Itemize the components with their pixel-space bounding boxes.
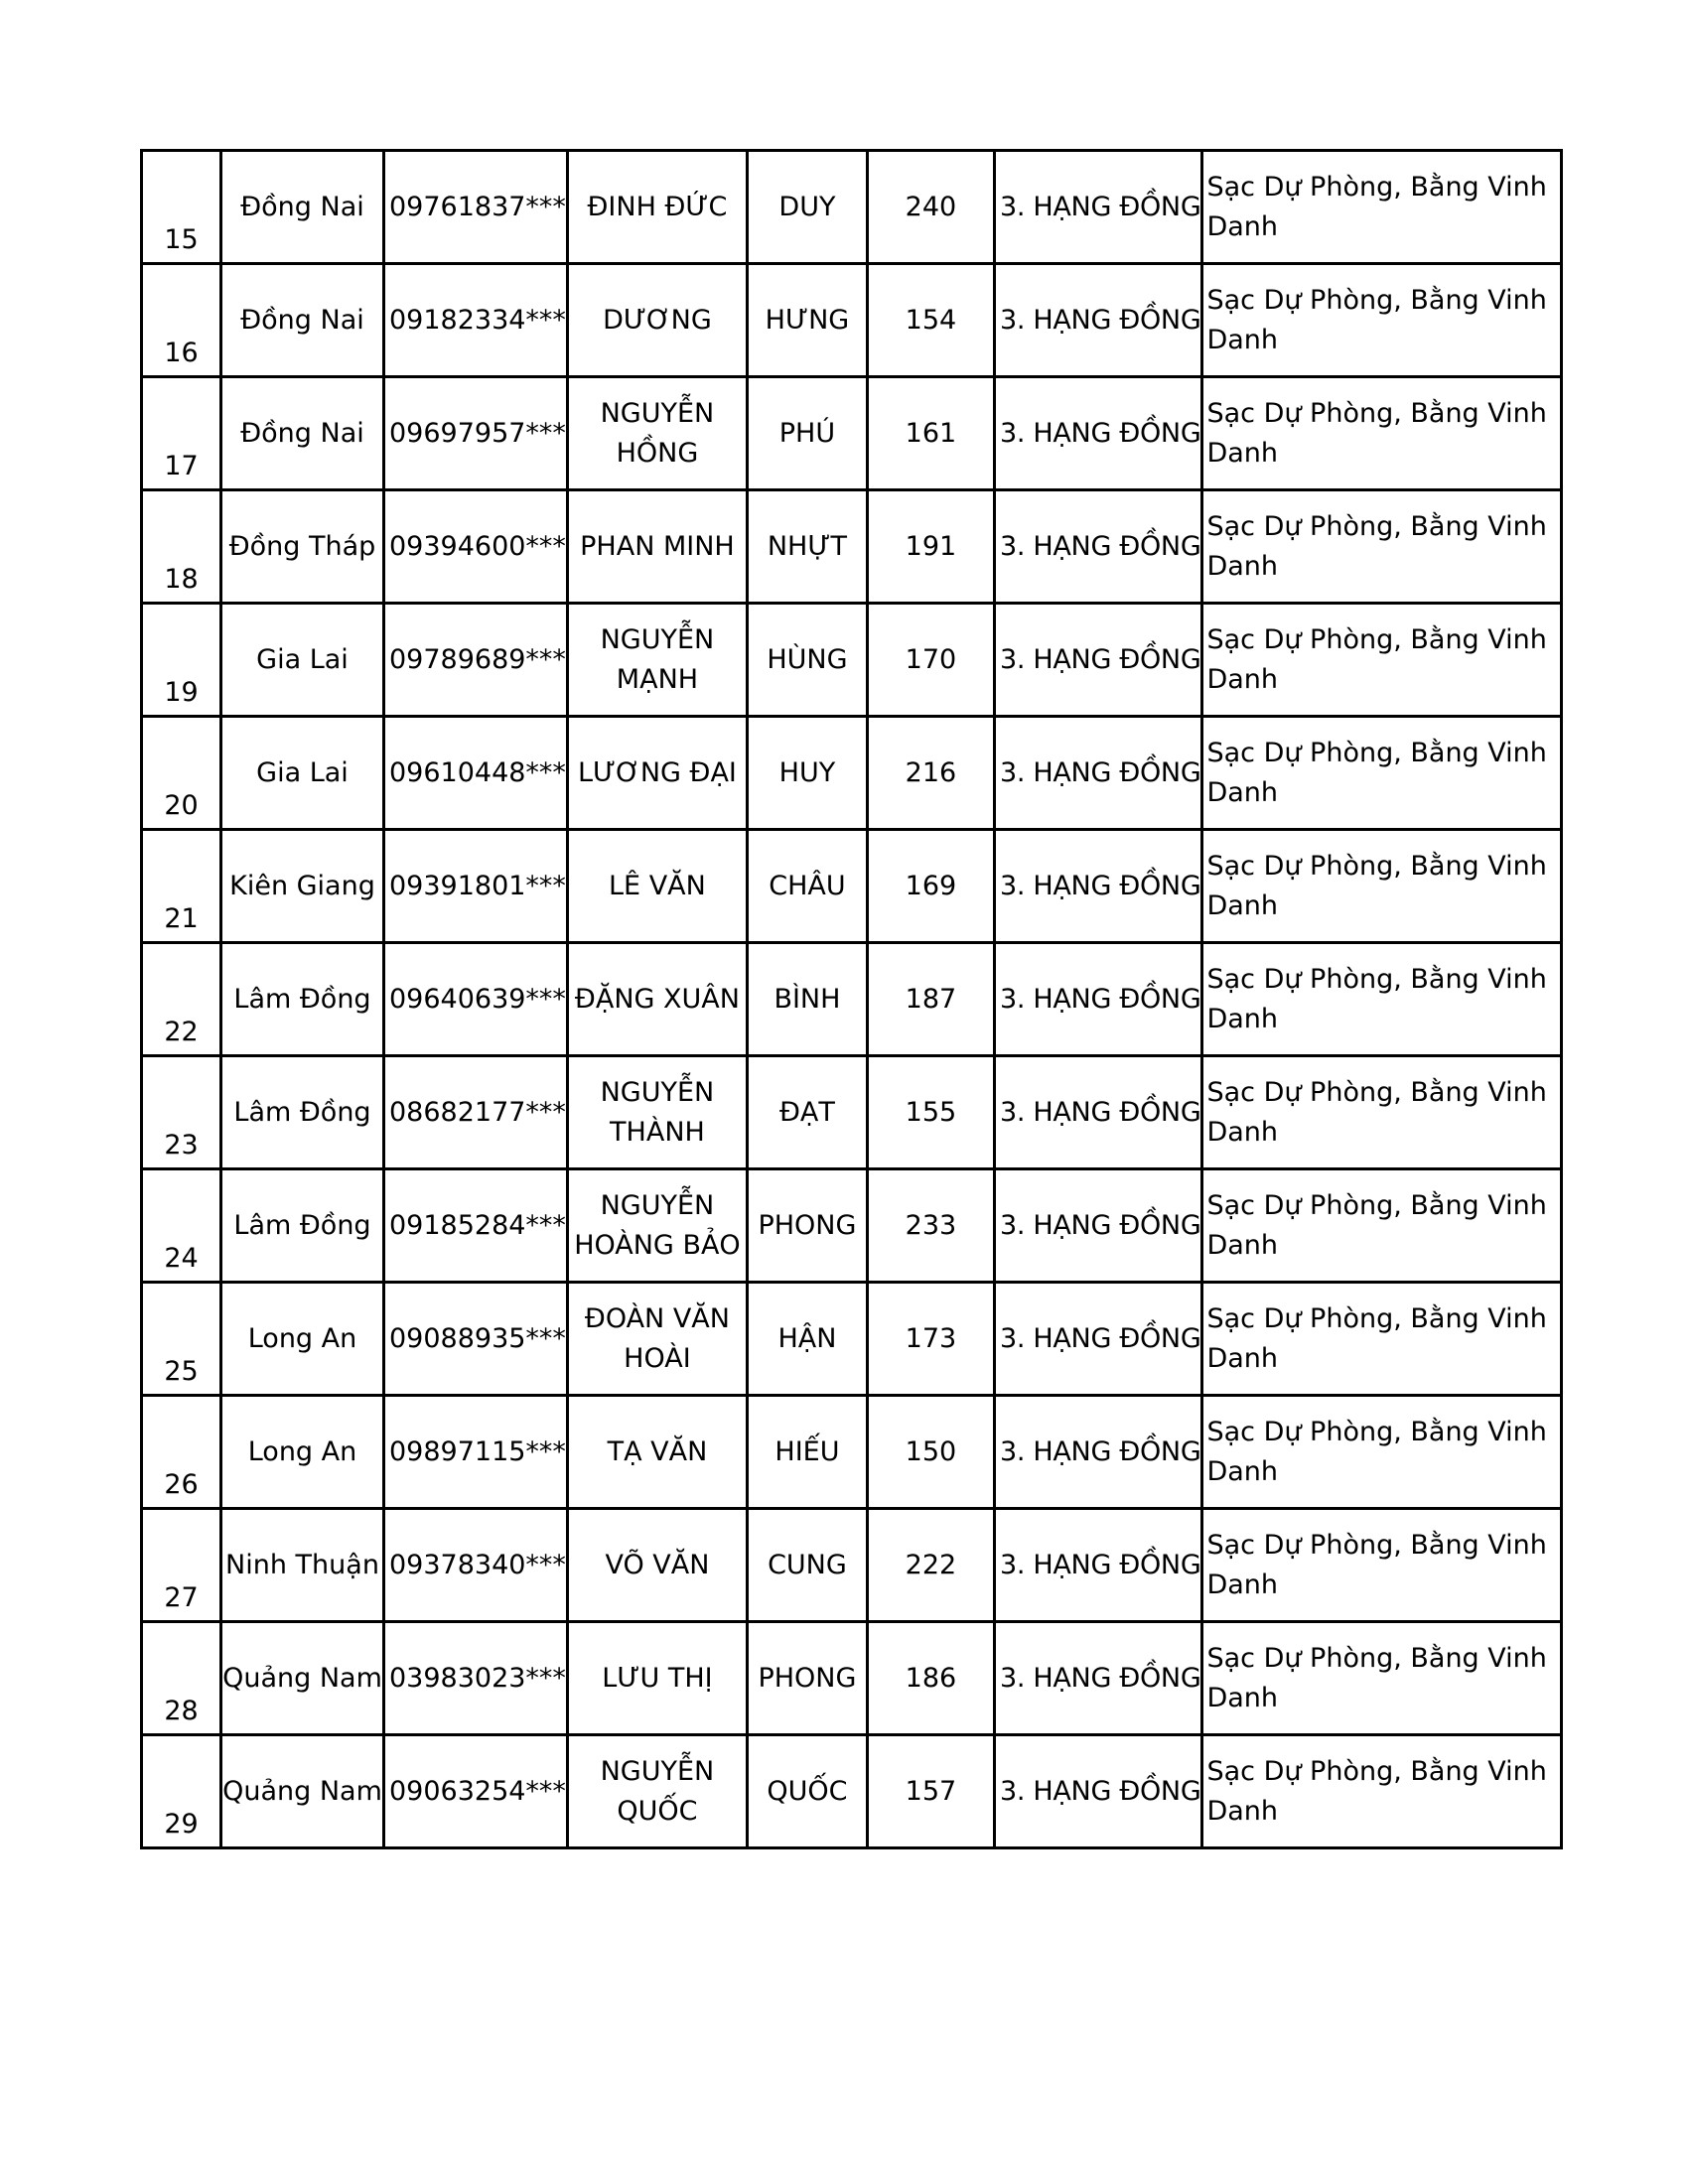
score-text: 222 [905,1549,957,1580]
prize-text: Sạc Dự Phòng, Bằng Vinh Danh [1206,1755,1547,1827]
row-number [142,1735,221,1848]
ten-text: HÙNG [767,643,848,675]
stt-text: 23 [164,1130,199,1160]
prize-cell [1202,604,1562,717]
prize-text: Sạc Dự Phòng, Bằng Vinh Danh [1206,1416,1547,1487]
rank-text: 3. HẠNG ĐỒNG [999,870,1201,901]
table-row [142,1283,1562,1396]
stt-text: 15 [164,224,199,255]
table-row [142,1509,1562,1622]
province-cell [221,1509,384,1622]
phone-text: 09391801*** [389,870,566,901]
phone-text: 09897115*** [389,1435,566,1467]
rank-text: 3. HẠNG ĐỒNG [999,643,1201,675]
province-cell [221,1735,384,1848]
rank-cell [994,943,1202,1056]
phone-cell [384,1169,568,1283]
province-text: Gia Lai [256,756,349,788]
given-name-cell [747,1735,867,1848]
row-number [142,1056,221,1169]
province-text: Long An [247,1435,357,1467]
rank-cell [994,830,1202,943]
rank-text: 3. HẠNG ĐỒNG [999,304,1201,336]
row-number [142,1622,221,1735]
row-number [142,377,221,490]
family-name-cell [567,943,747,1056]
family-name-cell [567,1283,747,1396]
prize-cell [1202,1169,1562,1283]
stt-text: 17 [164,451,199,481]
phone-text: 09185284*** [389,1209,566,1241]
ho-text: ĐINH ĐỨC [587,191,728,222]
score-text: 155 [905,1096,957,1128]
phone-text: 09761837*** [389,191,566,222]
prize-text: Sạc Dự Phòng, Bằng Vinh Danh [1206,1302,1547,1374]
phone-text: 09640639*** [389,983,566,1015]
province-text: Quảng Nam [222,1662,382,1694]
phone-cell [384,264,568,377]
phone-cell [384,1396,568,1509]
stt-text: 21 [164,903,199,934]
province-cell [221,1283,384,1396]
table-row [142,490,1562,604]
prize-cell [1202,377,1562,490]
phone-text: 09378340*** [389,1549,566,1580]
rank-text: 3. HẠNG ĐỒNG [999,1209,1201,1241]
score-text: 154 [905,304,957,336]
stt-text: 16 [164,338,199,368]
prize-cell [1202,1735,1562,1848]
province-cell [221,943,384,1056]
phone-cell [384,830,568,943]
rank-cell [994,377,1202,490]
table-row [142,377,1562,490]
family-name-cell [567,717,747,830]
phone-text: 09394600*** [389,530,566,562]
score-text: 150 [905,1435,957,1467]
given-name-cell [747,1509,867,1622]
rank-text: 3. HẠNG ĐỒNG [999,756,1201,788]
given-name-cell [747,1622,867,1735]
given-name-cell [747,490,867,604]
family-name-cell [567,1396,747,1509]
score-cell [867,1169,994,1283]
phone-cell [384,943,568,1056]
prize-cell [1202,151,1562,264]
province-cell [221,1622,384,1735]
ten-text: HIẾU [774,1435,840,1467]
rank-cell [994,1056,1202,1169]
ho-text: NGUYỄN THÀNH [600,1076,715,1148]
table-row [142,264,1562,377]
rank-cell [994,1509,1202,1622]
ho-text: VÕ VĂN [605,1549,710,1580]
phone-text: 08682177*** [389,1096,566,1128]
score-cell [867,490,994,604]
score-text: 161 [905,417,957,449]
phone-text: 09063254*** [389,1775,566,1807]
prize-text: Sạc Dự Phòng, Bằng Vinh Danh [1206,623,1547,695]
province-text: Gia Lai [256,643,349,675]
stt-text: 29 [164,1809,199,1840]
ho-text: DƯƠNG [603,304,712,336]
ten-text: CUNG [768,1549,847,1580]
ho-text: TẠ VĂN [607,1435,708,1467]
rank-text: 3. HẠNG ĐỒNG [999,530,1201,562]
prize-text: Sạc Dự Phòng, Bằng Vinh Danh [1206,510,1547,582]
province-text: Ninh Thuận [225,1549,379,1580]
family-name-cell [567,377,747,490]
given-name-cell [747,604,867,717]
given-name-cell [747,943,867,1056]
table-row [142,943,1562,1056]
given-name-cell [747,1283,867,1396]
score-text: 240 [905,191,957,222]
ho-text: NGUYỄN QUỐC [600,1755,715,1827]
table-row [142,717,1562,830]
ten-text: PHONG [758,1209,857,1241]
table-row [142,604,1562,717]
prize-cell [1202,1396,1562,1509]
score-cell [867,1735,994,1848]
prize-text: Sạc Dự Phòng, Bằng Vinh Danh [1206,737,1547,808]
province-cell [221,151,384,264]
row-number [142,1396,221,1509]
prize-text: Sạc Dự Phòng, Bằng Vinh Danh [1206,397,1547,469]
table-body [142,151,1562,1848]
ten-text: HẬN [777,1322,837,1354]
ho-text: LƯƠNG ĐẠI [577,756,737,788]
phone-cell [384,1056,568,1169]
prize-cell [1202,830,1562,943]
score-cell [867,1056,994,1169]
family-name-cell [567,1735,747,1848]
rank-text: 3. HẠNG ĐỒNG [999,1096,1201,1128]
stt-text: 28 [164,1696,199,1726]
family-name-cell [567,1169,747,1283]
phone-text: 09789689*** [389,643,566,675]
phone-cell [384,377,568,490]
stt-text: 24 [164,1243,199,1274]
prize-cell [1202,717,1562,830]
stt-text: 25 [164,1356,199,1387]
stt-text: 27 [164,1582,199,1613]
given-name-cell [747,1169,867,1283]
given-name-cell [747,264,867,377]
phone-cell [384,490,568,604]
stt-text: 26 [164,1469,199,1500]
phone-cell [384,1283,568,1396]
stt-text: 22 [164,1017,199,1047]
family-name-cell [567,830,747,943]
province-text: Đồng Nai [240,304,364,336]
province-cell [221,1396,384,1509]
row-number [142,490,221,604]
ho-text: LƯU THỊ [602,1662,713,1694]
family-name-cell [567,1056,747,1169]
province-cell [221,717,384,830]
ho-text: ĐOÀN VĂN HOÀI [584,1302,730,1374]
province-cell [221,377,384,490]
score-cell [867,943,994,1056]
ten-text: PHONG [758,1662,857,1694]
phone-cell [384,1735,568,1848]
rank-cell [994,1396,1202,1509]
prize-text: Sạc Dự Phòng, Bằng Vinh Danh [1206,850,1547,921]
row-number [142,830,221,943]
table-row [142,1735,1562,1848]
phone-cell [384,1622,568,1735]
row-number [142,604,221,717]
family-name-cell [567,490,747,604]
table-row [142,151,1562,264]
rank-cell [994,1622,1202,1735]
prize-cell [1202,490,1562,604]
province-text: Lâm Đồng [233,1096,371,1128]
score-cell [867,1396,994,1509]
winners-table [140,149,1563,1849]
stt-text: 18 [164,564,199,595]
family-name-cell [567,264,747,377]
row-number [142,151,221,264]
family-name-cell [567,1509,747,1622]
province-cell [221,490,384,604]
province-cell [221,830,384,943]
score-cell [867,830,994,943]
ten-text: PHÚ [778,417,836,449]
prize-text: Sạc Dự Phòng, Bằng Vinh Danh [1206,1076,1547,1148]
score-cell [867,1283,994,1396]
row-number [142,717,221,830]
rank-text: 3. HẠNG ĐỒNG [999,417,1201,449]
province-text: Lâm Đồng [233,1209,371,1241]
rank-cell [994,604,1202,717]
rank-text: 3. HẠNG ĐỒNG [999,1662,1201,1694]
phone-cell [384,717,568,830]
ho-text: LÊ VĂN [609,870,706,901]
ho-text: NGUYỄN HỒNG [600,397,715,469]
prize-cell [1202,264,1562,377]
score-text: 173 [905,1322,957,1354]
ten-text: HƯNG [765,304,850,336]
score-text: 216 [905,756,957,788]
table-row [142,1622,1562,1735]
rank-cell [994,151,1202,264]
province-cell [221,1056,384,1169]
stt-text: 19 [164,677,199,708]
score-text: 186 [905,1662,957,1694]
table-row [142,1056,1562,1169]
phone-text: 03983023*** [389,1662,566,1694]
phone-cell [384,151,568,264]
phone-text: 09610448*** [389,756,566,788]
province-text: Đồng Nai [240,191,364,222]
given-name-cell [747,830,867,943]
phone-text: 09697957*** [389,417,566,449]
score-cell [867,1509,994,1622]
rank-cell [994,1283,1202,1396]
ho-text: NGUYỄN MẠNH [600,623,715,695]
family-name-cell [567,604,747,717]
phone-cell [384,604,568,717]
row-number [142,1283,221,1396]
given-name-cell [747,151,867,264]
ho-text: PHAN MINH [580,530,735,562]
prize-text: Sạc Dự Phòng, Bằng Vinh Danh [1206,963,1547,1034]
rank-text: 3. HẠNG ĐỒNG [999,1322,1201,1354]
prize-cell [1202,943,1562,1056]
rank-cell [994,1169,1202,1283]
rank-cell [994,264,1202,377]
ho-text: ĐẶNG XUÂN [574,983,740,1015]
ten-text: ĐẠT [778,1096,835,1128]
ten-text: CHÂU [769,870,846,901]
rank-text: 3. HẠNG ĐỒNG [999,1549,1201,1580]
ten-text: BÌNH [774,983,841,1015]
province-cell [221,604,384,717]
family-name-cell [567,1622,747,1735]
prize-cell [1202,1056,1562,1169]
prize-cell [1202,1283,1562,1396]
prize-text: Sạc Dự Phòng, Bằng Vinh Danh [1206,284,1547,355]
rank-cell [994,490,1202,604]
ho-text: NGUYỄN HOÀNG BẢO [574,1189,741,1261]
score-text: 170 [905,643,957,675]
score-cell [867,717,994,830]
prize-text: Sạc Dự Phòng, Bằng Vinh Danh [1206,1642,1547,1713]
province-text: Kiên Giang [229,870,375,901]
prize-text: Sạc Dự Phòng, Bằng Vinh Danh [1206,1529,1547,1600]
phone-text: 09088935*** [389,1322,566,1354]
phone-cell [384,1509,568,1622]
province-text: Lâm Đồng [233,983,371,1015]
rank-text: 3. HẠNG ĐỒNG [999,983,1201,1015]
province-cell [221,1169,384,1283]
score-text: 233 [905,1209,957,1241]
table-row [142,1169,1562,1283]
rank-text: 3. HẠNG ĐỒNG [999,1435,1201,1467]
score-text: 169 [905,870,957,901]
row-number [142,943,221,1056]
ten-text: QUỐC [767,1775,848,1807]
score-cell [867,151,994,264]
province-text: Đồng Tháp [228,530,376,562]
row-number [142,1169,221,1283]
prize-text: Sạc Dự Phòng, Bằng Vinh Danh [1206,1189,1547,1261]
given-name-cell [747,717,867,830]
score-text: 191 [905,530,957,562]
ten-text: HUY [778,756,836,788]
table-row [142,830,1562,943]
ten-text: DUY [778,191,836,222]
score-text: 157 [905,1775,957,1807]
ten-text: NHỰT [767,530,848,562]
given-name-cell [747,1056,867,1169]
rank-cell [994,717,1202,830]
province-cell [221,264,384,377]
rank-text: 3. HẠNG ĐỒNG [999,1775,1201,1807]
province-text: Long An [247,1322,357,1354]
rank-cell [994,1735,1202,1848]
given-name-cell [747,377,867,490]
phone-text: 09182334*** [389,304,566,336]
score-cell [867,604,994,717]
score-cell [867,377,994,490]
province-text: Quảng Nam [222,1775,382,1807]
prize-cell [1202,1622,1562,1735]
stt-text: 20 [164,790,199,821]
prize-cell [1202,1509,1562,1622]
given-name-cell [747,1396,867,1509]
score-cell [867,1622,994,1735]
province-text: Đồng Nai [240,417,364,449]
row-number [142,264,221,377]
table-row [142,1396,1562,1509]
score-text: 187 [905,983,957,1015]
rank-text: 3. HẠNG ĐỒNG [999,191,1201,222]
family-name-cell [567,151,747,264]
row-number [142,1509,221,1622]
score-cell [867,264,994,377]
prize-text: Sạc Dự Phòng, Bằng Vinh Danh [1206,171,1547,242]
